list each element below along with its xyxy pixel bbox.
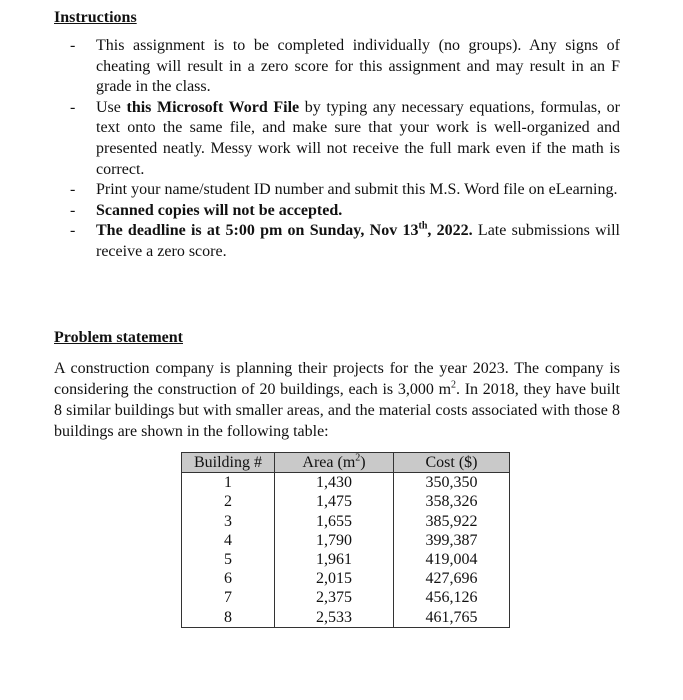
cell-cost: 427,696	[394, 569, 510, 588]
instruction-text: Print your name/student ID number and submit this M.S. Word file on eLearning.	[96, 181, 618, 199]
bullet-dash: -	[70, 201, 76, 219]
instruction-bold-text: this Microsoft Word File	[126, 98, 300, 116]
col-header-cost: Cost ($)	[394, 453, 510, 473]
table-row	[182, 569, 510, 588]
cell-area: 2,533	[275, 608, 394, 628]
cell-area: 1,961	[275, 550, 394, 569]
cell-building: 6	[182, 569, 275, 588]
cell-cost: 358,326	[394, 492, 510, 511]
problem-heading: Problem statement	[54, 329, 183, 346]
bullet-dash: -	[70, 98, 76, 116]
cell-cost: 419,004	[394, 550, 510, 569]
instruction-text: This assignment is to be completed individually (no groups). Any signs of cheating will result in a zero score for this assignment and may result in an F grade in the class.	[96, 37, 620, 96]
instruction-text-post: Late submissions will receive a zero score.	[96, 222, 620, 260]
table-row	[182, 473, 510, 493]
cell-building: 7	[182, 588, 275, 607]
cell-area: 1,475	[275, 492, 394, 511]
cell-area: 1,790	[275, 531, 394, 550]
instruction-item	[68, 201, 620, 222]
instruction-item	[68, 98, 620, 180]
cell-cost: 456,126	[394, 588, 510, 607]
table-row	[182, 492, 510, 511]
instruction-text-pre: Use	[96, 98, 127, 116]
cell-area: 2,015	[275, 569, 394, 588]
table-row	[182, 531, 510, 550]
cell-cost: 399,387	[394, 531, 510, 550]
instructions-heading: Instructions	[54, 9, 137, 26]
cell-area: 1,430	[275, 473, 394, 493]
cell-area: 2,375	[275, 588, 394, 607]
problem-paragraph: A construction company is planning their projects for the year 2023. The company is considering the construction of 20 buildings, each is 3,000 $m^2$. In 2018, they have built 8 similar buildings but with smaller areas, and the material costs associated with those 8 buildings are shown in the following table:	[54, 360, 620, 440]
material-cost-table	[181, 452, 510, 628]
table-row	[182, 608, 510, 628]
instruction-item	[68, 180, 620, 201]
bullet-dash: -	[70, 222, 76, 240]
cell-building: 3	[182, 512, 275, 531]
cell-cost: 385,922	[394, 512, 510, 531]
cell-building: 4	[182, 531, 275, 550]
deadline-text: The deadline is at 5:00 pm on Sunday, Nov 13th, 2022.	[96, 221, 473, 240]
cell-cost: 461,765	[394, 608, 510, 628]
table-header-row	[182, 453, 510, 473]
table-row	[182, 550, 510, 569]
instruction-item	[68, 221, 620, 262]
table-row	[182, 512, 510, 531]
instruction-bold-text: Scanned copies will not be accepted.	[96, 201, 343, 219]
cell-building: 5	[182, 550, 275, 569]
instruction-text-post: by typing any necessary equations, formulas, or text onto the same file, and make sure that your work is well-organized and presented neatly. Messy work will not receive the full mark even if the math is correct.	[96, 98, 621, 178]
instructions-list	[68, 36, 620, 263]
col-header-area: Area $(m^2)$	[275, 453, 394, 473]
cell-cost: 350,350	[394, 473, 510, 493]
table-row	[182, 588, 510, 607]
cell-area: 1,655	[275, 512, 394, 531]
bullet-dash: -	[70, 181, 76, 199]
bullet-dash: -	[70, 37, 76, 54]
cell-building: 8	[182, 608, 275, 628]
instruction-item	[68, 36, 620, 98]
cell-building: 1	[182, 473, 275, 493]
col-header-building: Building #	[182, 453, 275, 473]
cell-building: 2	[182, 492, 275, 511]
